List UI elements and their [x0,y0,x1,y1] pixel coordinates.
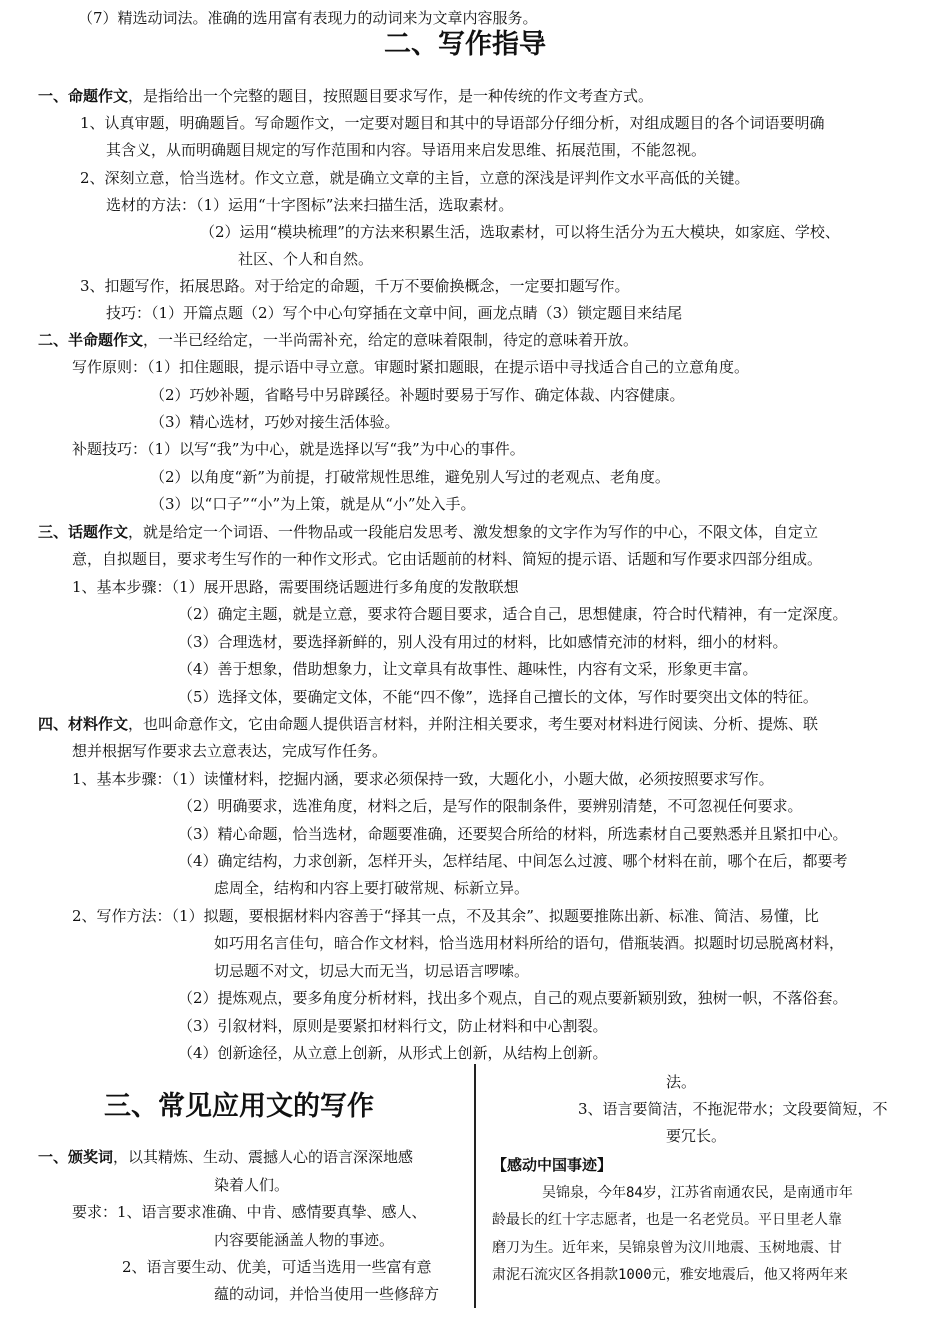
text-line [200,222,840,242]
story-line: 肃泥石流灾区各捐款1000元，雅安地震后，他又将两年来 [492,1267,848,1283]
line-text: （2）以角度“新”为前提，打破常规性思维，避免别人写过的老观点、老角度。 [150,468,670,486]
line-text: ，是指给出一个完整的题目，按照题目要求写作，是一种传统的作文考查方式。 [128,87,654,105]
line-text: （4）创新途径，从立意上创新，从形式上创新，从结构上创新。 [178,1044,608,1062]
section-heading: 二、写作指导 [384,29,546,60]
text-line [178,1043,608,1063]
text-line [38,522,818,542]
line-text: 2、语言要生动、优美，可适当选用一些富有意 [122,1258,432,1276]
story-heading: 【感动中国事迹】 [492,1156,613,1174]
bold-term: 一、颁奖词 [38,1148,114,1166]
line-text: ，也叫命意作文，它由命题人提供语言材料，并附注相关要求，考生要对材料进行阅读、分析、提炼、联 [128,715,819,733]
text-line [178,1016,608,1036]
line-text: 3、扣题写作，拓展思路。对于给定的命题，千万不要偷换概念，一定要扣题写作。 [80,277,630,295]
line-text: ，一半已经给定，一半尚需补充，给定的意味着限制，待定的意味着开放。 [143,331,639,349]
bold-term: 三、话题作文 [38,523,129,541]
text-line [38,1147,413,1167]
text-line [666,1126,726,1146]
line-text: 意，自拟题目，要求考生写作的一种作文形式。它由话题前的材料、简短的提示语、话题和写作要求四部分组成。 [72,550,823,568]
text-line [666,1072,696,1092]
text-line [80,113,825,133]
text-line [178,632,788,652]
line-text: （3）精心命题，恰当选材，命题要准确，还要契合所给的材料，所选素材自己要熟悉并且紧扣中心。 [178,825,848,843]
text-line [214,878,529,898]
text-line [178,796,803,816]
text-line [72,769,774,789]
text-line [578,1099,888,1119]
text-line [214,933,844,953]
story-line: 龄最长的红十字志愿者，也是一名老党员。平日里老人靠 [492,1212,842,1228]
line-text: （2）明确要求，选准角度，材料之后，是写作的限制条件，要辨别清楚，不可忽视任何要求。 [178,797,803,815]
line-text: 虑周全，结构和内容上要打破常规、标新立异。 [214,879,530,897]
line-text: 技巧：（1）开篇点题（2）写个中心句穿插在文章中间，画龙点睛（3）锁定题目来结尾 [106,304,683,322]
text-line [72,549,822,569]
line-text: 2、写作方法：（1）拟题，要根据材料内容善于“择其一点，不及其余”、拟题要推陈出新、标准、简洁、易懂，比 [72,907,819,925]
text-line [72,577,519,597]
line-text: 染着人们。 [214,1176,290,1194]
text-line [38,86,653,106]
text-line [150,467,670,487]
line-text: （3）合理选材，要选择新鲜的，别人没有用过的材料，比如感情充沛的材料，细小的材料。 [178,633,788,651]
text-line [106,195,513,215]
text-line [106,303,682,323]
bold-term: 四、材料作文 [38,715,129,733]
text-line [80,168,750,188]
line-text: （2）巧妙补题，省略号中另辟蹊径。补题时要易于写作、确定体裁、内容健康。 [150,386,685,404]
bold-term: 二、半命题作文 [38,331,144,349]
column-divider [474,1064,476,1308]
text-line [214,1284,439,1304]
line-text: 蕴的动词，并恰当使用一些修辞方 [214,1285,440,1303]
line-text: 切忌题不对文，切忌大而无当，切忌语言啰嗦。 [214,962,530,980]
line-text: （3）精心选材，巧妙对接生活体验。 [150,413,400,431]
text-line [178,824,848,844]
text-line [214,1230,394,1250]
line-text: （2）确定主题，就是立意，要求符合题目要求，适合自己，思想健康，符合时代精神，有一定深度。 [178,605,848,623]
text-line [238,249,373,269]
text-line [150,494,476,514]
bold-term: 一、命题作文 [38,87,129,105]
line-text: （5）选择文体，要确定文体，不能“四不像”，选择自己擅长的文体，写作时要突出文体的特征。 [178,688,818,706]
line-text: 内容要能涵盖人物的事迹。 [214,1231,395,1249]
line-text: 社区、个人和自然。 [238,250,374,268]
line-text: 选材的方法：（1）运用“十字图标”法来扫描生活，选取素材。 [106,196,514,214]
text-line [122,1257,432,1277]
line-text: 想并根据写作要求去立意表达，完成写作任务。 [72,742,388,760]
line-text: （3）引叙材料，原则是要紧扣材料行文，防止材料和中心割裂。 [178,1017,608,1035]
text-line [178,659,758,679]
text-line [178,851,848,871]
text-line [38,330,638,350]
text-line [106,140,706,160]
text-line [178,604,848,624]
line-text: ，就是给定一个词语、一件物品或一段能启发思考、激发想象的文字作为写作的中心，不限文体，自定立 [128,523,819,541]
text-line [150,385,685,405]
text-line [72,741,387,761]
story-line: 磨刀为生。近年来，吴锦泉曾为汶川地震、玉树地震、甘 [492,1240,842,1256]
line-text: （4）确定结构，力求创新，怎样开头，怎样结尾、中间怎么过渡、哪个材料在前，哪个在后，都要考 [178,852,848,870]
text-line [72,357,749,377]
line-text: （3）以“口子”“小”为上策，就是从“小”处入手。 [150,495,476,513]
text-line [214,961,529,981]
section-heading: 三、常见应用文的写作 [104,1091,374,1122]
line-text: 补题技巧：（1）以写“我”为中心，就是选择以写“我”为中心的事件。 [72,440,525,458]
line-text: 1、认真审题，明确题旨。写命题作文，一定要对题目和其中的导语部分仔细分析，对组成题目的各个词语要明确 [80,114,825,132]
line-text: （2）提炼观点，要多角度分析材料，找出多个观点，自己的观点要新颖别致，独树一帜，不落俗套。 [178,989,848,1007]
story-line: 吴锦泉，今年84岁，江苏省南通农民，是南通市年 [542,1185,853,1201]
line-text: 2、深刻立意，恰当选材。作文立意，就是确立文章的主旨，立意的深浅是评判作文水平高低的关键。 [80,169,750,187]
line-text: 法。 [666,1073,697,1091]
line-text: 要求：1、语言要求准确、中肯、感情要真挚、感人、 [72,1203,427,1221]
line-text: 1、基本步骤：（1）读懂材料，挖掘内涵，要求必须保持一致，大题化小，小题大做，必须按照要求写作。 [72,770,774,788]
text-line [80,276,630,296]
line-text: ，以其精炼、生动、震撼人心的语言深深地感 [113,1148,414,1166]
text-line [214,1175,289,1195]
line-text: 要冗长。 [666,1127,727,1145]
line-text: 3、语言要简洁，不拖泥带水；文段要简短，不 [578,1100,888,1118]
text-line [38,714,818,734]
line-text: （2）运用“模块梳理”的方法来积累生活，选取素材，可以将生活分为五大模块，如家庭、学校、 [200,223,840,241]
text-line [178,988,848,1008]
line-text: （4）善于想象，借助想象力，让文章具有故事性、趣味性，内容有文采，形象更丰富。 [178,660,758,678]
text-line [78,8,538,28]
text-line [72,906,819,926]
line-text: 如巧用名言佳句，暗合作文材料，恰当选用材料所给的语句，借瓶装酒。拟题时切忌脱离材料， [214,934,845,952]
text-line [178,687,818,707]
line-text: 写作原则：（1）扣住题眼，提示语中寻立意。审题时紧扣题眼，在提示语中寻找适合自己的立意角度。 [72,358,750,376]
text-line [72,1202,427,1222]
text-line [72,439,525,459]
text-line [150,412,400,432]
line-text: 其含义，从而明确题目规定的写作范围和内容。导语用来启发思维、拓展范围，不能忽视。 [106,141,707,159]
line-text: 1、基本步骤：（1）展开思路，需要围绕话题进行多角度的发散联想 [72,578,519,596]
line-text: （7）精选动词法。准确的选用富有表现力的动词来为文章内容服务。 [78,9,538,27]
